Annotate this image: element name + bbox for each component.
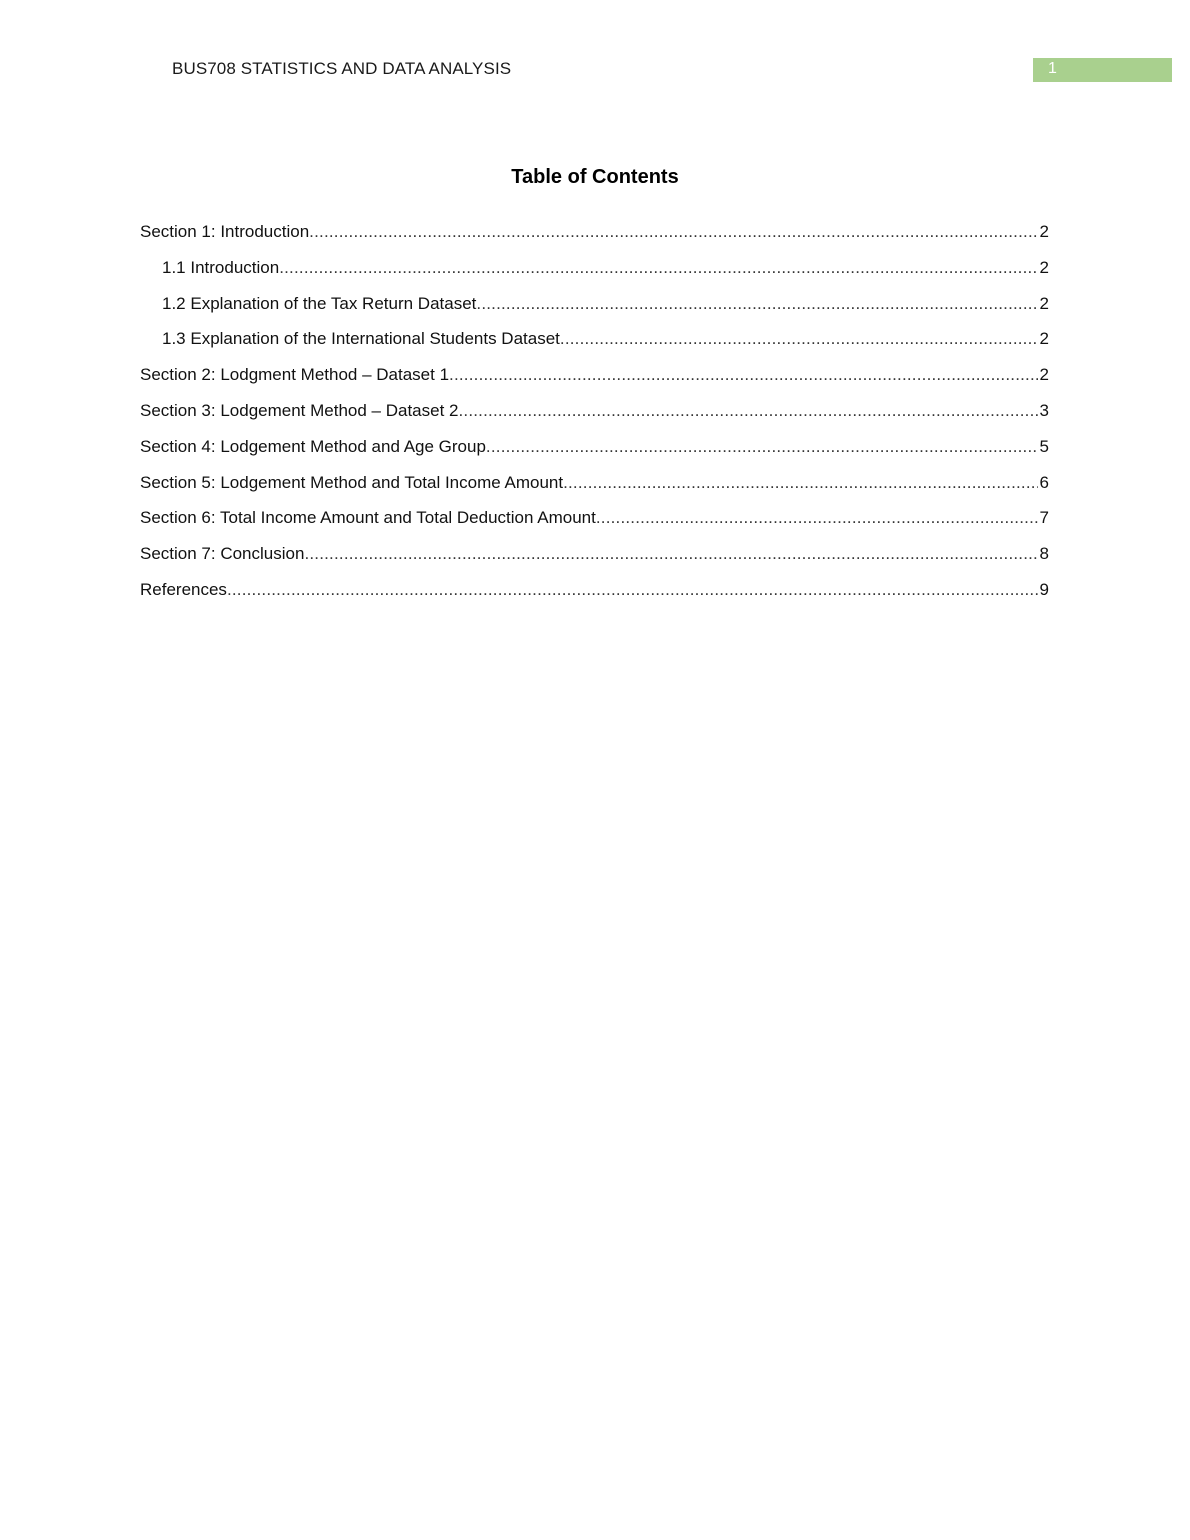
toc-entry-section-1[interactable]	[140, 222, 1049, 258]
toc-dot-leader	[563, 473, 1037, 493]
toc-dot-leader	[596, 508, 1038, 528]
toc-entry-page: 6	[1039, 472, 1049, 492]
toc-entry-label: References	[140, 579, 227, 599]
toc-dot-leader	[560, 329, 1038, 349]
page-number-box	[1033, 58, 1172, 82]
toc-dot-leader	[304, 544, 1037, 564]
toc-entry-label: Section 6: Total Income Amount and Total Deduction Amount	[140, 508, 596, 528]
toc-entry-references[interactable]	[140, 580, 1049, 616]
table-of-contents	[140, 222, 1049, 616]
toc-entry-page: 3	[1039, 400, 1049, 420]
toc-entry-page: 7	[1039, 508, 1049, 528]
toc-entry-section-3[interactable]	[140, 401, 1049, 437]
toc-entry-label: Section 4: Lodgement Method and Age Group	[140, 436, 486, 456]
toc-dot-leader	[449, 365, 1038, 385]
toc-entry-section-7[interactable]	[140, 544, 1049, 580]
toc-dot-leader	[476, 294, 1037, 314]
toc-entry-section-2[interactable]	[140, 365, 1049, 401]
toc-entry-page: 5	[1039, 436, 1049, 456]
toc-entry-label: 1.2 Explanation of the Tax Return Dataset	[162, 293, 477, 313]
toc-entry-1-3[interactable]	[140, 329, 1049, 365]
toc-entry-page: 8	[1039, 544, 1049, 564]
toc-heading: Table of Contents	[511, 166, 679, 188]
toc-entry-page: 9	[1039, 579, 1049, 599]
toc-entry-page: 2	[1039, 329, 1049, 349]
page-number: 1	[1048, 60, 1057, 77]
toc-dot-leader	[279, 258, 1037, 278]
toc-entry-section-4[interactable]	[140, 437, 1049, 473]
toc-dot-leader	[227, 580, 1038, 600]
toc-entry-label: Section 3: Lodgement Method – Dataset 2	[140, 400, 459, 420]
toc-entry-label: 1.3 Explanation of the International Students Dataset	[162, 329, 560, 349]
toc-entry-label: Section 5: Lodgement Method and Total Income Amount	[140, 472, 564, 492]
toc-entry-label: 1.1 Introduction	[162, 257, 280, 277]
toc-entry-page: 2	[1039, 365, 1049, 385]
toc-dot-leader	[309, 222, 1037, 242]
toc-entry-page: 2	[1039, 293, 1049, 313]
toc-entry-label: Section 1: Introduction	[140, 222, 310, 241]
toc-entry-page: 2	[1039, 257, 1049, 277]
toc-entry-page: 2	[1039, 222, 1049, 241]
toc-entry-1-1[interactable]	[140, 258, 1049, 294]
toc-entry-label: Section 7: Conclusion	[140, 544, 305, 564]
toc-dot-leader	[458, 401, 1037, 421]
toc-entry-section-5[interactable]	[140, 473, 1049, 509]
document-header-title: BUS708 STATISTICS AND DATA ANALYSIS	[172, 59, 512, 78]
toc-entry-1-2[interactable]	[140, 294, 1049, 330]
toc-entry-section-6[interactable]	[140, 508, 1049, 544]
toc-entry-label: Section 2: Lodgment Method – Dataset 1	[140, 365, 450, 385]
toc-dot-leader	[486, 437, 1038, 457]
